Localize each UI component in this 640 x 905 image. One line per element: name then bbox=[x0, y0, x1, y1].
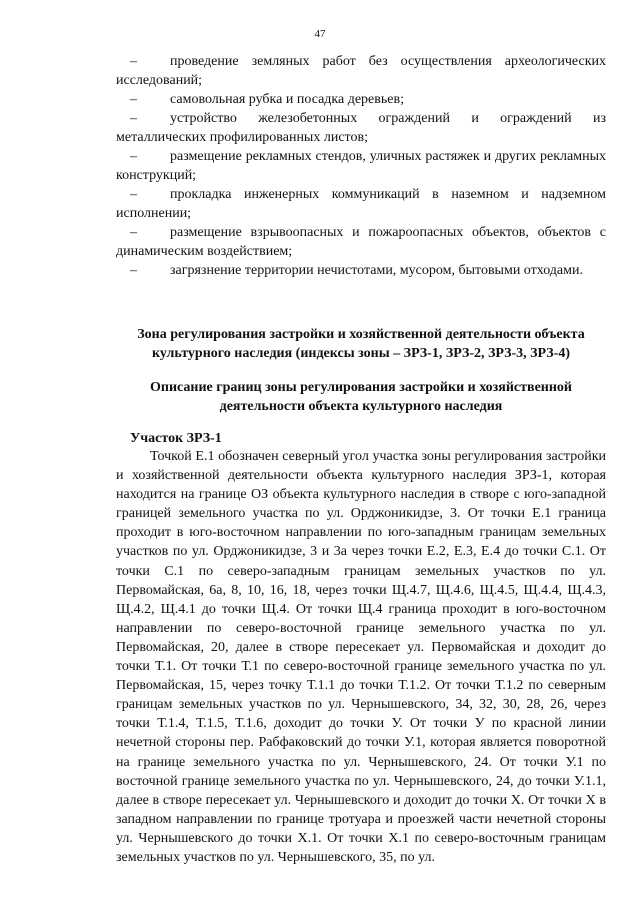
list-item-text: загрязнение территории нечистотами, мусором, бытовыми отходами. bbox=[170, 263, 583, 278]
list-item-text: проведение земляных работ без осуществления археологических исследований; bbox=[116, 54, 606, 88]
list-item bbox=[116, 223, 606, 261]
list-item-text: устройство железобетонных ограждений и ограждений из металлических профилированных листов; bbox=[116, 111, 606, 145]
page-number: 47 bbox=[314, 28, 326, 40]
list-item bbox=[116, 52, 606, 90]
bullet-dash: – bbox=[130, 111, 137, 126]
bullet-dash: – bbox=[130, 225, 137, 240]
list-item-text: размещение взрывоопасных и пожароопасных объектов, объектов с динамическим воздействием; bbox=[116, 225, 606, 259]
list-item-text: прокладка инженерных коммуникаций в наземном и надземном исполнении; bbox=[116, 187, 606, 221]
list-item bbox=[116, 185, 606, 223]
list-item bbox=[116, 147, 606, 185]
bullet-dash: – bbox=[130, 149, 137, 164]
bullet-dash: – bbox=[130, 187, 137, 202]
bullet-dash: – bbox=[130, 263, 137, 278]
list-item bbox=[116, 90, 606, 109]
list-item bbox=[116, 261, 606, 280]
bullet-dash: – bbox=[130, 92, 137, 107]
zone-heading: Зона регулирования застройки и хозяйственной деятельности объекта культурного наследия (индексы зоны – ЗРЗ-1, ЗРЗ-2, ЗРЗ-3, ЗРЗ-4) bbox=[137, 327, 585, 361]
bullet-dash: – bbox=[130, 54, 137, 69]
boundaries-heading: Описание границ зоны регулирования застройки и хозяйственной деятельности объекта культурного наследия bbox=[149, 380, 572, 414]
boundary-description-paragraph: Точкой Е.1 обозначен северный угол участка зоны регулирования застройки и хозяйственной деятельности объекта культурного наследия ЗРЗ-1, которая находится на границе ОЗ объекта культурного наследия в створе с юго-западной границей земельного участка по ул. Орджоникидзе, 3. От точки Е.1 граница проходит в юго-восточном направлении по юго-западным границам земельных участков по ул. Орджоникидзе, 3 и 3а через точки Е.2, Е.3, Е.4 до точки С.1. От точки С.1 по северо-западным границам земельных участков по ул. Первомайская, 6а, 8, 10, 16, 18, через точки Щ.4.7, Щ.4.6, Щ.4.5, Щ.4.4, Щ.4.3, Щ.4.2, Щ.4.1 до точки Щ.4. От точки Щ.4 граница проходит в юго-восточном направлении по северо-восточной границе земельного участка по ул. Первомайская, 20, далее в створе пересекает ул. Первомайская и доходит до точки Т.1. От точки Т.1 по северо-восточной границе земельного участка по ул. Первомайская, 15, через точку Т.1.1 до точки Т.1.2. От точки Т.1.2 по северным границам земельных участков по ул. Чернышевского, 34, 32, 30, 28, 26, через точки Т.1.4, Т.1.5, Т.1.6, доходит до точки У. От точки У по красной линии нечетной стороны пер. Рабфаковский до точки У.1, которая является поворотной на границе земельного участка по ул. Чернышевского, 24. От точки У.1 по восточной границе земельного участка по ул. Чернышевского, 24, до точки У.1.1, далее в створе пересекает ул. Чернышевского и доходит до точки Х. От точки Х в западном направлении по границе тротуара и проезжей части нечетной стороны ул. Чернышевского до точки Х.1. От точки Х.1 по северо-восточным границам земельных участков по ул. Чернышевского, 35, по ул. bbox=[116, 449, 606, 865]
list-item bbox=[116, 109, 606, 147]
subsection-title: Участок ЗРЗ-1 bbox=[130, 431, 222, 446]
prohibitions-list bbox=[116, 52, 606, 280]
list-item-text: самовольная рубка и посадка деревьев; bbox=[170, 92, 404, 107]
list-item-text: размещение рекламных стендов, уличных растяжек и других рекламных конструкций; bbox=[116, 149, 606, 183]
